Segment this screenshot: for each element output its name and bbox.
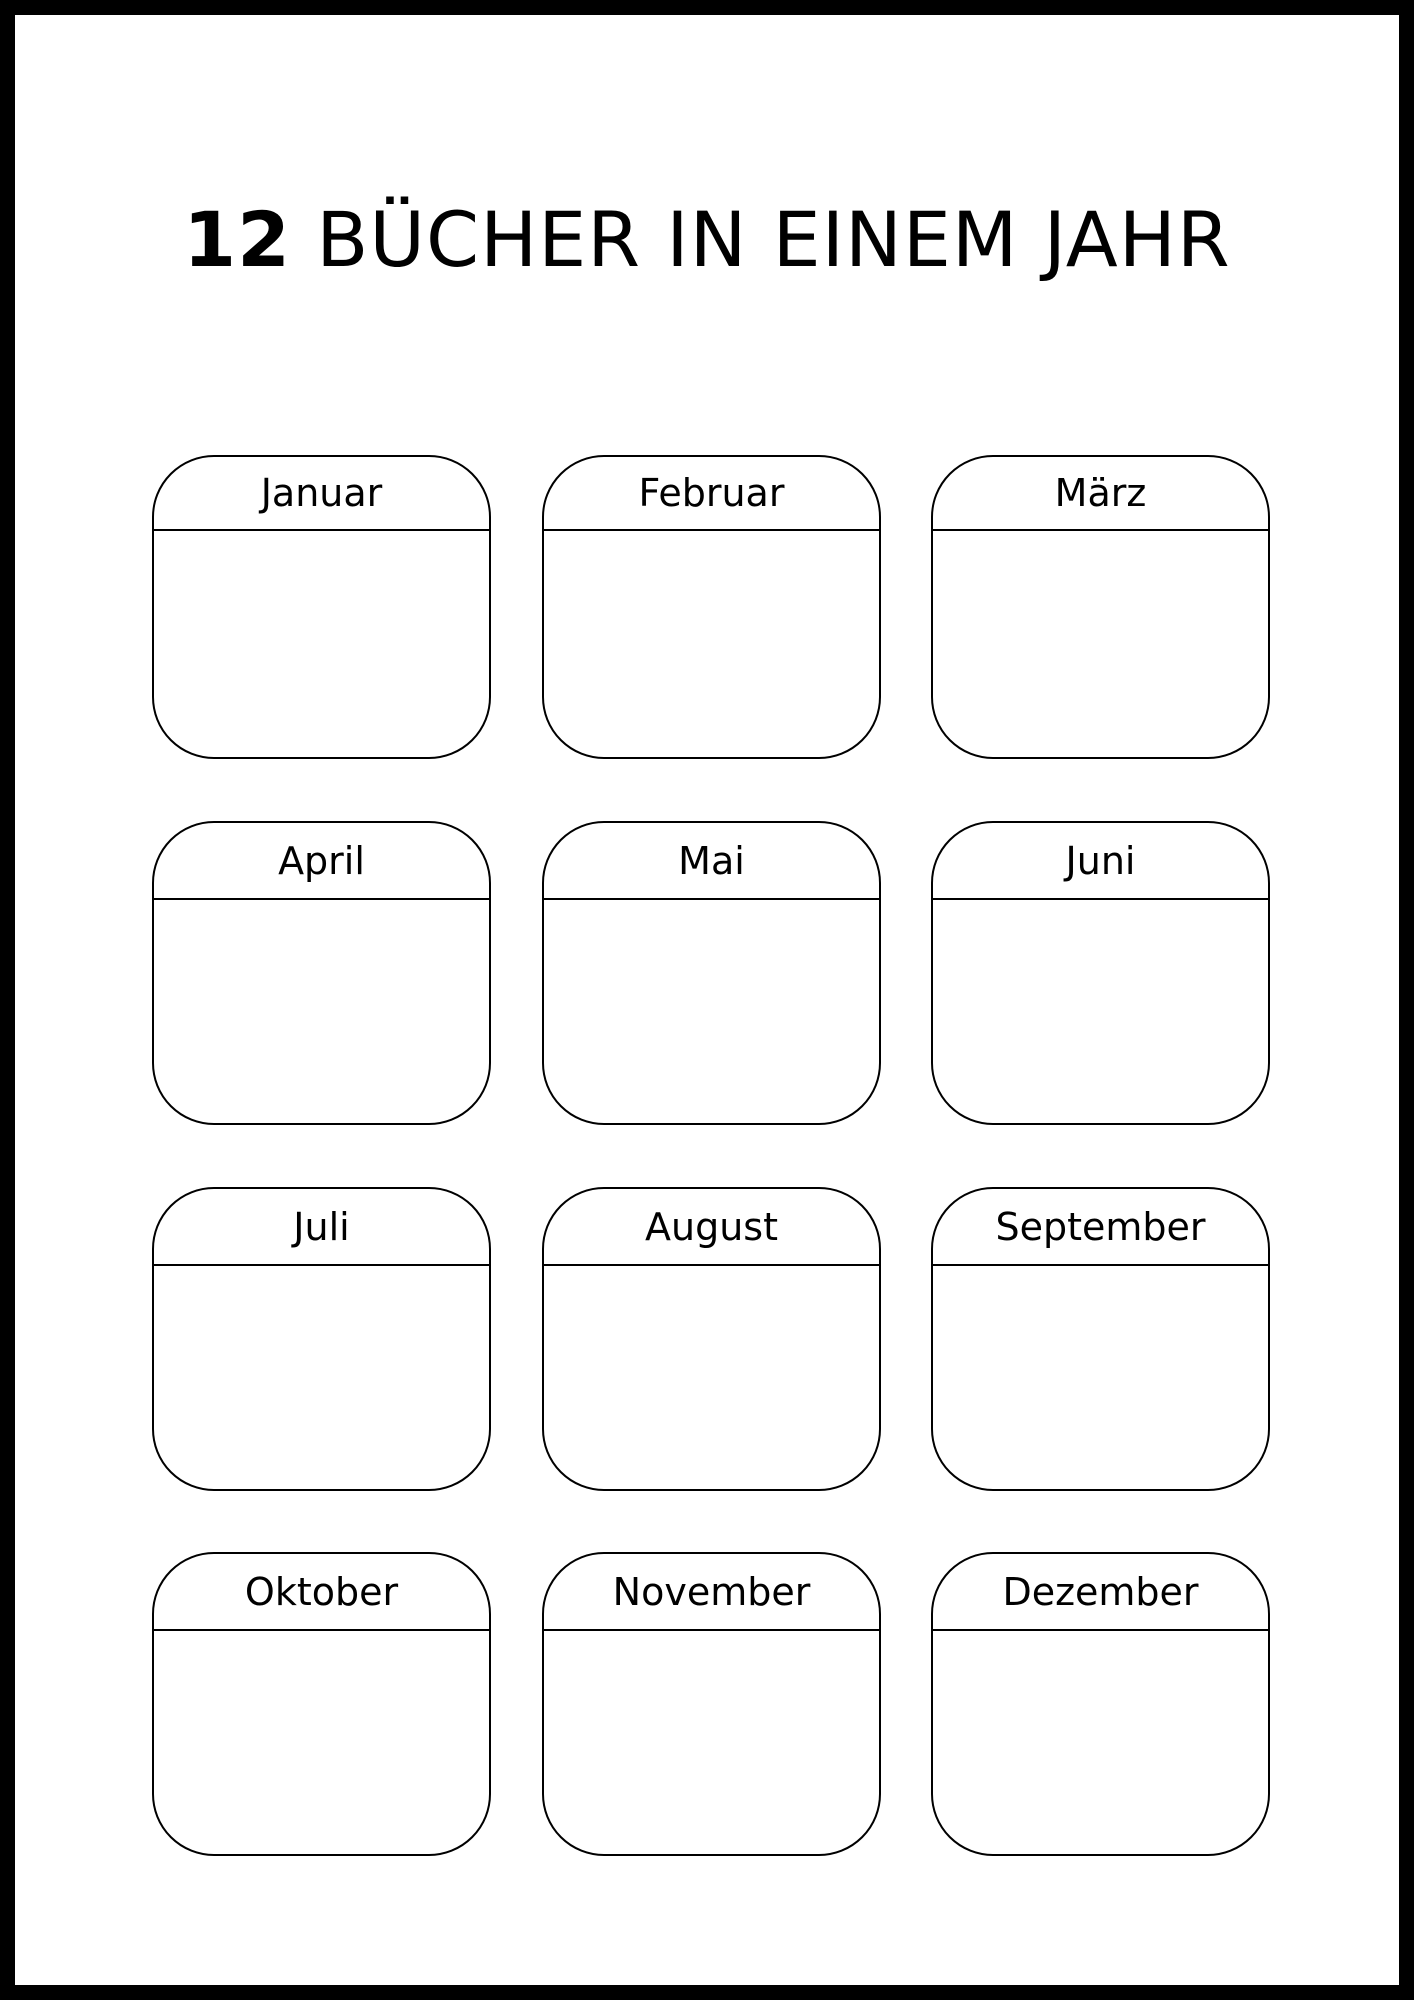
- month-box-februar: [542, 455, 881, 759]
- month-box-august: [542, 1187, 881, 1491]
- month-box-mai: [542, 821, 881, 1125]
- month-label: Juni: [1065, 838, 1136, 883]
- month-header: [544, 1554, 879, 1631]
- title-text: BÜCHER IN EINEM JAHR: [316, 195, 1231, 284]
- month-entry-area[interactable]: [544, 900, 879, 1123]
- month-entry-area[interactable]: [933, 1266, 1268, 1489]
- month-label: Mai: [678, 838, 745, 883]
- month-header: [544, 823, 879, 900]
- month-header: [154, 1554, 489, 1631]
- month-entry-area[interactable]: [154, 1266, 489, 1489]
- month-header: [154, 457, 489, 531]
- month-header: [544, 457, 879, 531]
- month-header: [544, 1189, 879, 1266]
- month-entry-area[interactable]: [933, 1631, 1268, 1854]
- month-entry-area[interactable]: [544, 1631, 879, 1854]
- month-label: Dezember: [1002, 1569, 1199, 1614]
- month-label: Januar: [260, 471, 383, 515]
- month-header: [933, 1554, 1268, 1631]
- month-header: [933, 823, 1268, 900]
- month-entry-area[interactable]: [544, 531, 879, 757]
- month-label: August: [645, 1204, 778, 1249]
- month-box-oktober: [152, 1552, 491, 1856]
- month-header: [933, 457, 1268, 531]
- month-entry-area[interactable]: [544, 1266, 879, 1489]
- month-entry-area[interactable]: [933, 531, 1268, 757]
- month-label: September: [995, 1204, 1206, 1249]
- month-label: März: [1054, 471, 1147, 515]
- month-box-dezember: [931, 1552, 1270, 1856]
- month-box-januar: [152, 455, 491, 759]
- month-label: Februar: [638, 471, 785, 515]
- month-label: Oktober: [244, 1569, 399, 1614]
- month-header: [933, 1189, 1268, 1266]
- month-header: [154, 823, 489, 900]
- month-box-juni: [931, 821, 1270, 1125]
- month-label: November: [612, 1569, 811, 1614]
- month-header: [154, 1189, 489, 1266]
- month-label: April: [278, 838, 365, 883]
- month-box-maerz: [931, 455, 1270, 759]
- month-entry-area[interactable]: [154, 531, 489, 757]
- month-entry-area[interactable]: [933, 900, 1268, 1123]
- month-box-september: [931, 1187, 1270, 1491]
- month-box-april: [152, 821, 491, 1125]
- month-label: Juli: [293, 1204, 350, 1249]
- title-number: 12: [183, 195, 292, 284]
- page-title: [0, 190, 1414, 290]
- month-box-november: [542, 1552, 881, 1856]
- month-entry-area[interactable]: [154, 1631, 489, 1854]
- month-box-juli: [152, 1187, 491, 1491]
- month-entry-area[interactable]: [154, 900, 489, 1123]
